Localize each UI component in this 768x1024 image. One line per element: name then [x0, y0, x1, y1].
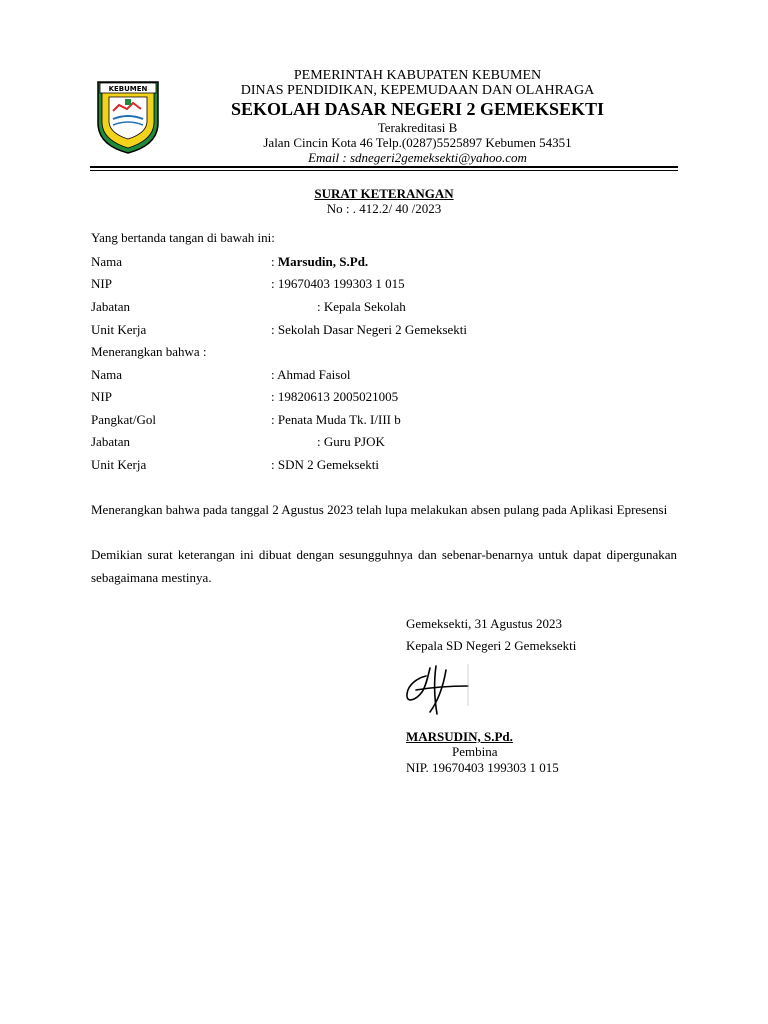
subject-nip-value: : 19820613 2005021005	[271, 389, 399, 404]
body-paragraph-2: Demikian surat keterangan ini dibuat dengan sesungguhnya dan sebenar-benarnya untuk dapat dipergunakan sebagaimana mestinya.	[91, 547, 677, 585]
document-number: No : . 412.2/ 40 /2023	[326, 201, 442, 216]
signer-intro: Yang bertanda tangan di bawah ini:	[91, 230, 275, 245]
subject-unit-value: : SDN 2 Gemeksekti	[271, 457, 379, 472]
signer-position-label: Jabatan	[91, 299, 130, 314]
signer-name-label: Nama	[91, 254, 123, 269]
subject-name-value: : Ahmad Faisol	[271, 367, 351, 382]
gov-line: PEMERINTAH KABUPATEN KEBUMEN	[293, 68, 542, 83]
handwritten-signature	[404, 662, 472, 718]
signer-rank: Pembina	[452, 744, 498, 759]
signer-printed-name: MARSUDIN, S.Pd.	[406, 729, 513, 744]
department-line: DINAS PENDIDIKAN, KEPEMUDAAN DAN OLAHRAGA	[240, 83, 595, 98]
subject-name-label: Nama	[91, 367, 123, 382]
school-name: SEKOLAH DASAR NEGERI 2 GEMEKSEKTI	[230, 99, 605, 119]
subject-rank-value: : Penata Muda Tk. I/III b	[271, 412, 401, 427]
svg-text:KEBUMEN: KEBUMEN	[108, 85, 148, 93]
email: Email : sdnegeri2gemeksekti@yahoo.com	[308, 150, 527, 165]
subject-intro: Menerangkan bahwa :	[91, 344, 207, 359]
signer-nip-value: : 19670403 199303 1 015	[271, 276, 405, 291]
header-rule-thin	[90, 170, 678, 171]
signer-unit-value: : Sekolah Dasar Negeri 2 Gemeksekti	[271, 322, 468, 337]
kebumen-logo	[95, 79, 161, 155]
signer-nip-label: NIP	[91, 276, 112, 291]
subject-position-label: Jabatan	[91, 434, 130, 449]
address: Jalan Cincin Kota 46 Telp.(0287)5525897 Kebumen 54351	[263, 135, 572, 150]
subject-nip-label: NIP	[91, 389, 112, 404]
accreditation: Terakreditasi B	[377, 120, 458, 135]
subject-position-value: : Guru PJOK	[317, 434, 385, 449]
signer-position-title: Kepala SD Negeri 2 Gemeksekti	[406, 638, 577, 653]
body-paragraph-1: Menerangkan bahwa pada tanggal 2 Agustus 2023 telah lupa melakukan absen pulang pada Aplikasi Epresensi	[91, 502, 668, 517]
signer-name-value: : Marsudin, S.Pd.	[271, 254, 369, 269]
subject-unit-label: Unit Kerja	[91, 457, 147, 472]
place-date: Gemeksekti, 31 Agustus 2023	[406, 616, 562, 631]
signer-unit-label: Unit Kerja	[91, 322, 147, 337]
header-rule-thick	[90, 166, 678, 168]
document-title: SURAT KETERANGAN	[314, 186, 454, 201]
subject-rank-label: Pangkat/Gol	[91, 412, 156, 427]
signer-position-value: : Kepala Sekolah	[317, 299, 406, 314]
signer-nip: NIP. 19670403 199303 1 015	[406, 760, 559, 775]
